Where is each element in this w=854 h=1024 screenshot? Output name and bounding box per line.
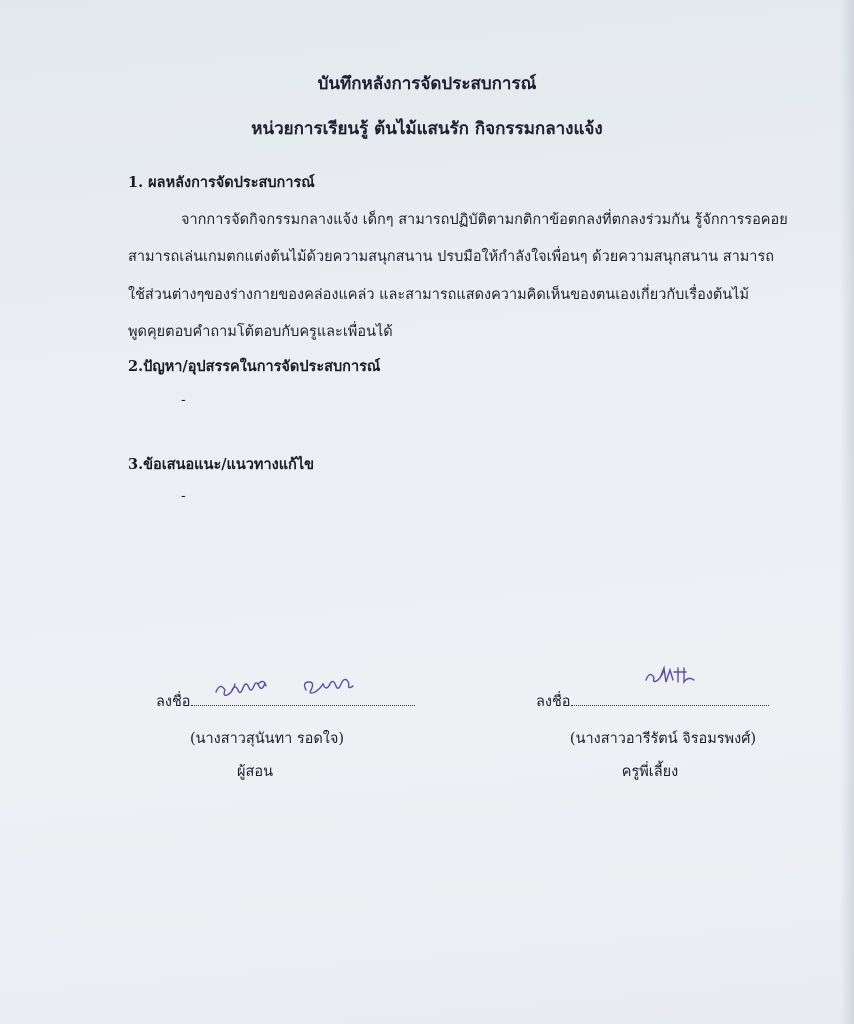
section1-line-3: ใช้ส่วนต่างๆของร่างกายของคล่องแคล่ว และสามารถแสดงความคิดเห็นของตนเองเกี่ยวกับเรื่องต้นไม้ bbox=[128, 287, 750, 303]
page-edge-shadow bbox=[840, 0, 854, 1024]
left-signature-line bbox=[156, 690, 415, 713]
section3-content: - bbox=[181, 488, 186, 504]
right-signature-dots bbox=[571, 691, 769, 706]
section1-heading: 1. ผลหลังการจัดประสบการณ์ bbox=[128, 174, 315, 191]
left-signer-role: ผู้สอน bbox=[237, 764, 273, 780]
section2-content: - bbox=[181, 392, 186, 408]
right-signature-label: ลงชื่อ bbox=[536, 694, 571, 710]
section1-line-1: จากการจัดกิจกรรมกลางแจ้ง เด็กๆ สามารถปฏิบัติตามกติกาข้อตกลงที่ตกลงร่วมกัน รู้จักการรอคอย bbox=[181, 212, 788, 228]
section3-heading: 3.ข้อเสนอแนะ/แนวทางแก้ไข bbox=[128, 456, 315, 473]
left-signature-label: ลงชื่อ bbox=[156, 694, 191, 710]
section2-heading: 2.ปัญหา/อุปสรรคในการจัดประสบการณ์ bbox=[128, 358, 381, 375]
document-title: บันทึกหลังการจัดประสบการณ์ bbox=[317, 74, 537, 94]
left-signature-dots bbox=[191, 691, 415, 706]
right-handwritten-signature bbox=[640, 662, 710, 692]
section1-line-2: สามารถเล่นเกมตกแต่งต้นไม้ด้วยความสนุกสนาน ปรบมือให้กำลังใจเพื่อนๆ ด้วยความสนุกสนาน สามารถ bbox=[128, 249, 775, 265]
right-signer-name: (นางสาวอารีรัตน์ จิรอมรพงศ์) bbox=[569, 731, 757, 747]
right-signature-line bbox=[536, 690, 769, 713]
right-signer-role: ครูพี่เลี้ยง bbox=[621, 764, 679, 780]
section1-line-4: พูดคุยตอบคำถามโต้ตอบกับครูและเพื่อนได้ bbox=[128, 324, 393, 340]
left-signer-name: (นางสาวสุนันทา รอดใจ) bbox=[189, 731, 345, 747]
document-subtitle: หน่วยการเรียนรู้ ต้นไม้แสนรัก กิจกรรมกลางแจ้ง bbox=[251, 119, 603, 139]
